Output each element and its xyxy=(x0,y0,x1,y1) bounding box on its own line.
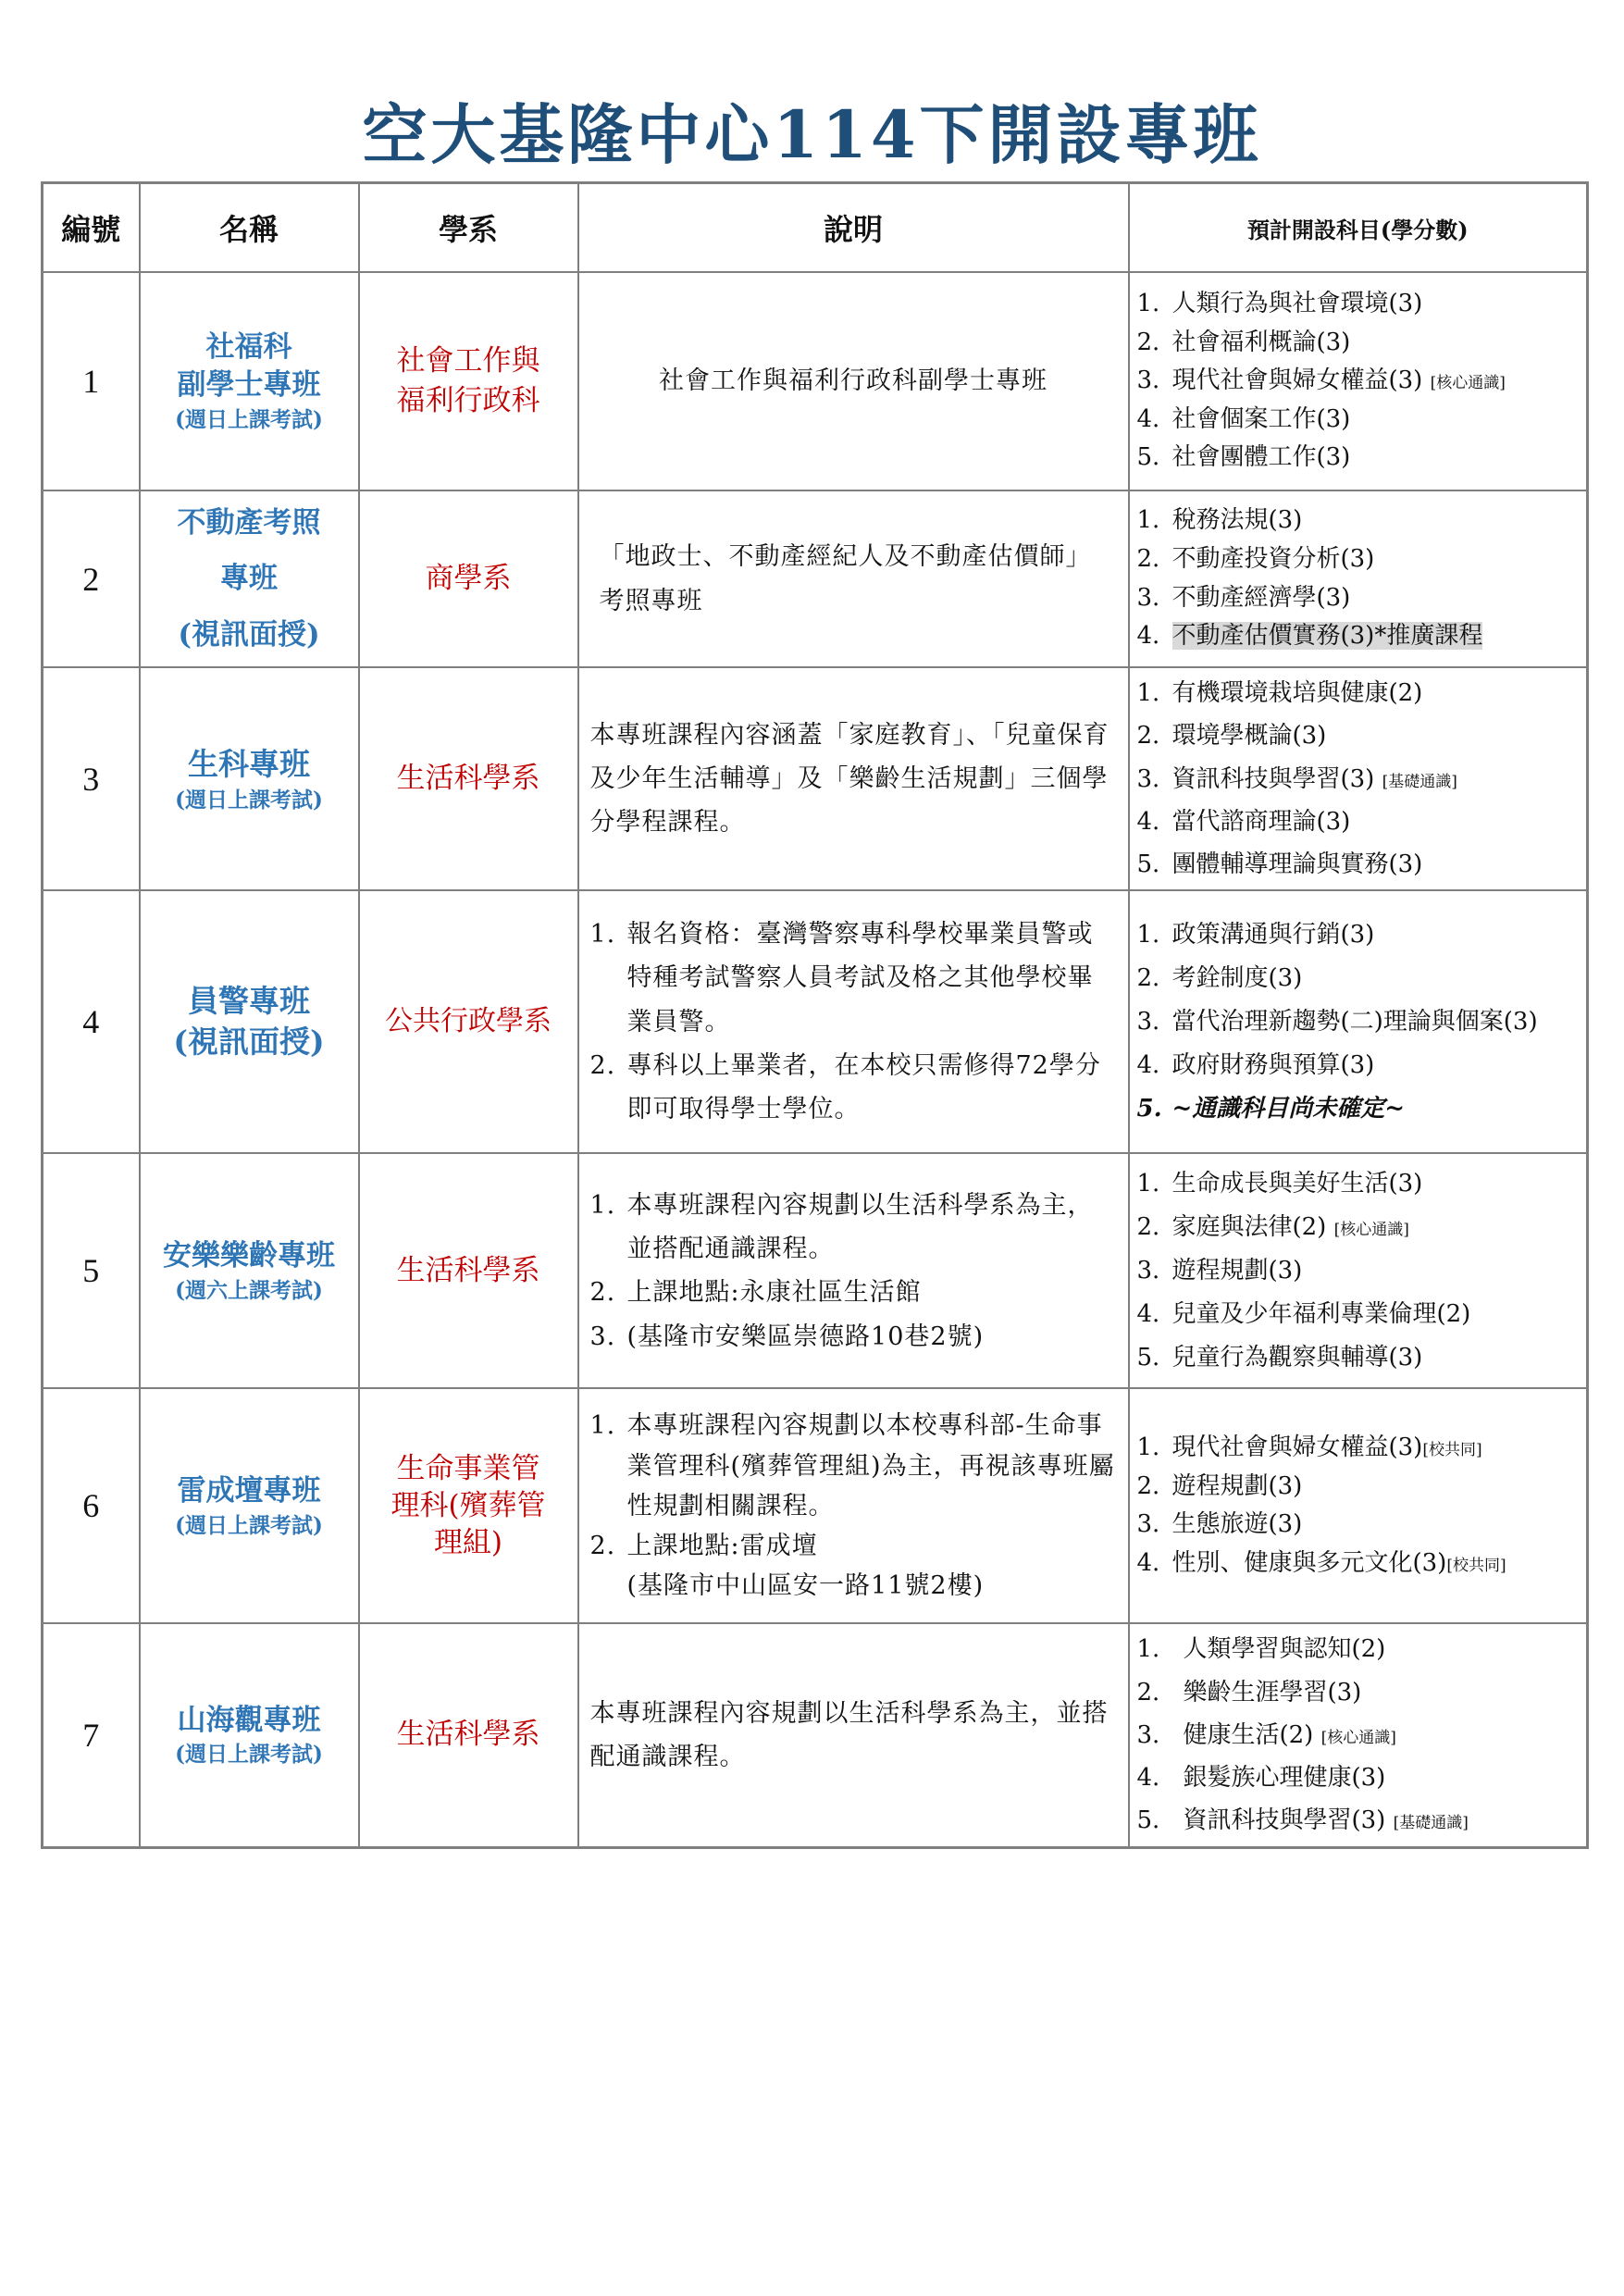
description-item: 3. (基隆市安樂區崇德路10巷2號) xyxy=(589,1322,985,1351)
description: 「地政士、不動產經紀人及不動產估價師」考照專班 xyxy=(578,490,1129,667)
description: 本專班課程內容涵蓋「家庭教育」、「兒童保育及少年生活輔導」及「樂齡生活規劃」三個學分學程課程。 xyxy=(578,667,1129,890)
course-item: 4. 社會個案工作(3) xyxy=(1136,404,1351,433)
description-item: (基隆市中山區安一路11號2樓) xyxy=(626,1571,985,1601)
header-desc: 說明 xyxy=(578,183,1129,273)
header-plan: 預計開設科目(學分數) xyxy=(1129,183,1588,273)
header-num: 編號 xyxy=(43,183,140,273)
course-list xyxy=(1129,890,1588,1153)
table-row xyxy=(43,890,1588,1153)
department-line: 生命事業管 xyxy=(396,1451,540,1485)
table-row xyxy=(43,667,1588,890)
course-item: 4. 兒童及少年福利專業倫理(2) xyxy=(1136,1299,1471,1328)
course-item: 3. 不動產經濟學(3) xyxy=(1136,583,1351,612)
class-name xyxy=(140,1153,359,1388)
course-item: 4. 性別、健康與多元文化(3)[校共同] xyxy=(1136,1548,1506,1577)
department-line: 福利行政科 xyxy=(396,384,540,417)
department xyxy=(359,1388,578,1623)
class-schedule: (週日上課考試) xyxy=(175,407,323,433)
course-item: 3. 健康生活(2) [核心通識] xyxy=(1136,1720,1396,1749)
description xyxy=(578,1388,1129,1623)
description xyxy=(578,1153,1129,1388)
department: 生活科學系 xyxy=(359,667,578,890)
description-item: 1. 報名資格：臺灣警察專科學校畢業員警或特種考試警察人員考試及格之其他學校畢業員警。 xyxy=(589,920,1094,1036)
class-name-line: 雷成壇專班 xyxy=(177,1473,321,1508)
department: 生活科學系 xyxy=(359,1153,578,1388)
course-list xyxy=(1129,1388,1588,1623)
course-list xyxy=(1129,272,1588,490)
course-item: 2. 家庭與法律(2) [核心通識] xyxy=(1136,1213,1409,1242)
table-row xyxy=(43,272,1588,490)
row-number: 3 xyxy=(43,667,140,890)
description: 本專班課程內容規劃以生活科學系為主，並搭配通識課程。 xyxy=(578,1623,1129,1847)
description-item: 2. 上課地點:永康社區生活館 xyxy=(589,1278,922,1308)
class-schedule: (週六上課考試) xyxy=(175,1277,323,1303)
department-line: 社會工作與 xyxy=(396,343,540,378)
class-schedule: (週日上課考試) xyxy=(175,787,323,813)
course-item: 1. 政策溝通與行銷(3) xyxy=(1136,921,1375,949)
row-number: 1 xyxy=(43,272,140,490)
course-item: 4. 當代諮商理論(3) xyxy=(1136,807,1351,836)
course-item: 3. 資訊科技與學習(3) [基礎通識] xyxy=(1136,764,1457,793)
header-name: 名稱 xyxy=(140,183,359,273)
description-item: 1. 本專班課程內容規劃以本校專科部-生命事業管理科(殯葬管理組)為主，再視該專班屬性規劃相關課程。 xyxy=(589,1411,1115,1520)
course-item: 5. 社會團體工作(3) xyxy=(1136,443,1351,472)
description: 社會工作與福利行政科副學士專班 xyxy=(578,272,1129,490)
department: 生活科學系 xyxy=(359,1623,578,1847)
course-item: 1. 有機環境栽培與健康(2) xyxy=(1136,679,1423,707)
course-list xyxy=(1129,667,1588,890)
course-tag: [校共同] xyxy=(1422,1441,1482,1460)
course-item: 5. 團體輔導理論與實務(3) xyxy=(1136,850,1423,879)
course-item: 1. 人類學習與認知(2) xyxy=(1136,1635,1386,1664)
course-item: 4. 政府財務與預算(3) xyxy=(1136,1050,1375,1079)
description xyxy=(578,890,1129,1153)
class-name-line: 社福科 xyxy=(205,329,292,364)
table-row xyxy=(43,490,1588,667)
course-tag: [核心通識] xyxy=(1333,1221,1409,1240)
course-tag: [校共同] xyxy=(1446,1556,1506,1575)
description-item: 2. 專科以上畢業者，在本校只需修得72學分即可取得學士學位。 xyxy=(589,1050,1101,1124)
course-list xyxy=(1129,1623,1588,1847)
course-item: 2. 樂齡生涯學習(3) xyxy=(1136,1678,1362,1706)
row-number: 4 xyxy=(43,890,140,1153)
course-tag: [基礎通識] xyxy=(1393,1814,1469,1833)
course-item: 5. 資訊科技與學習(3) [基礎通識] xyxy=(1136,1806,1469,1835)
class-name xyxy=(140,1388,359,1623)
course-item: 2. 考銓制度(3) xyxy=(1136,964,1303,993)
department-line: 理科(殯葬管 xyxy=(391,1489,546,1523)
course-item: 1. 稅務法規(3) xyxy=(1136,506,1303,535)
course-item: 4. 不動產估價實務(3)*推廣課程 xyxy=(1136,622,1483,651)
class-name-line: (視訊面授) xyxy=(178,617,320,652)
course-item: 5. 兒童行為觀察與輔導(3) xyxy=(1136,1343,1423,1371)
header-dept: 學系 xyxy=(359,183,578,273)
department xyxy=(359,272,578,490)
class-schedule: (週日上課考試) xyxy=(175,1512,323,1538)
course-item: 1. 生命成長與美好生活(3) xyxy=(1136,1170,1423,1198)
class-name-line: 專班 xyxy=(220,562,278,596)
course-tag: [核心通識] xyxy=(1320,1728,1396,1747)
course-tag: [核心通識] xyxy=(1430,374,1506,393)
course-item: 2. 社會福利概論(3) xyxy=(1136,328,1351,356)
class-name-line: 副學士專班 xyxy=(177,368,321,403)
class-name-line: 不動產考照 xyxy=(177,505,321,540)
course-item: 2. 遊程規劃(3) xyxy=(1136,1471,1303,1500)
row-number: 5 xyxy=(43,1153,140,1388)
table-header-row xyxy=(43,183,1588,273)
course-tag: [基礎通識] xyxy=(1382,772,1457,791)
row-number: 2 xyxy=(43,490,140,667)
highlighted-course: 不動產估價實務(3)*推廣課程 xyxy=(1172,622,1483,651)
class-name xyxy=(140,890,359,1153)
course-item: 2. 不動產投資分析(3) xyxy=(1136,544,1375,573)
department-line: 理組) xyxy=(433,1526,503,1560)
class-name-line: 安樂樂齡專班 xyxy=(163,1238,335,1272)
description-item: 1. 本專班課程內容規劃以生活科學系為主，並搭配通識課程。 xyxy=(589,1190,1094,1264)
table-row xyxy=(43,1623,1588,1847)
department: 公共行政學系 xyxy=(359,890,578,1153)
class-name-line: 員警專班 xyxy=(188,982,310,1019)
course-item: 3. 遊程規劃(3) xyxy=(1136,1256,1303,1285)
class-name xyxy=(140,272,359,490)
class-name-line: 生科專班 xyxy=(188,745,310,782)
class-table xyxy=(41,181,1589,1849)
class-name-line: (視訊面授) xyxy=(173,1024,325,1061)
page-title: 空大基隆中心114下開設專班 xyxy=(362,96,1262,173)
course-item: 3. 現代社會與婦女權益(3) [核心通識] xyxy=(1136,366,1506,395)
department: 商學系 xyxy=(359,490,578,667)
table-row xyxy=(43,1153,1588,1388)
course-item: 3. 生態旅遊(3) xyxy=(1136,1510,1303,1539)
row-number: 6 xyxy=(43,1388,140,1623)
course-item: 2. 環境學概論(3) xyxy=(1136,722,1327,751)
course-item: 4. 銀髮族心理健康(3) xyxy=(1136,1764,1386,1793)
class-schedule: (週日上課考試) xyxy=(175,1742,323,1768)
course-item-pending: 5. ~通識科目尚未確定~ xyxy=(1136,1094,1406,1123)
class-name-line: 山海觀專班 xyxy=(177,1703,321,1737)
course-item: 1. 現代社會與婦女權益(3)[校共同] xyxy=(1136,1433,1482,1462)
course-list xyxy=(1129,1153,1588,1388)
class-name xyxy=(140,490,359,667)
row-number: 7 xyxy=(43,1623,140,1847)
course-item: 3. 當代治理新趨勢(二)理論與個案(3) xyxy=(1136,1007,1538,1036)
table-row xyxy=(43,1388,1588,1623)
class-name xyxy=(140,1623,359,1847)
course-item: 1. 人類行為與社會環境(3) xyxy=(1136,290,1423,318)
course-list xyxy=(1129,490,1588,667)
class-name xyxy=(140,667,359,890)
description-item: 2. 上課地點:雷成壇 xyxy=(589,1531,818,1560)
